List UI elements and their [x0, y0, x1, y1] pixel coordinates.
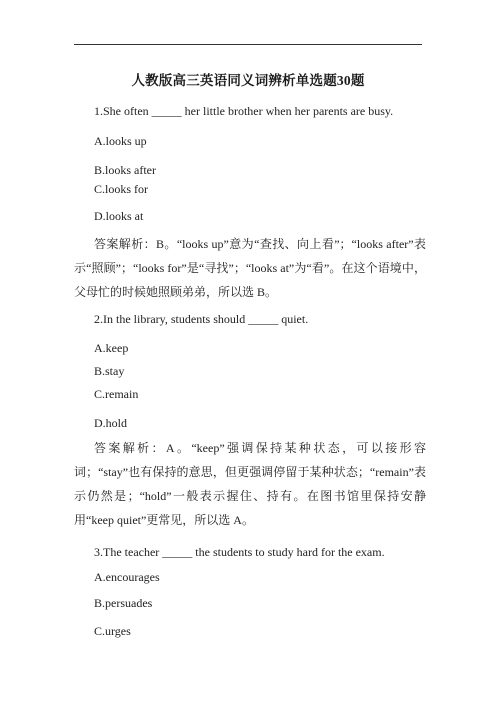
question-1-explanation: 答案解析：B。“looks up”意为“查找、向上看”；“looks after”表示“照顾”；“looks for”是“寻找”；“looks at”为“看”。在这个语境中，父母忙的时候她照顾弟弟，所以选 B。: [74, 237, 426, 299]
question-2-stem: 2.In the library, students should _____ quiet.: [94, 312, 309, 326]
question-1-option-d: D.looks at: [94, 209, 144, 223]
question-1-option-b: B.looks after: [94, 163, 156, 177]
question-2-option-c: C.remain: [94, 387, 139, 401]
question-3-option-a: A.encourages: [94, 570, 160, 584]
document-title: 人教版高三英语同义词辨析单选题30题: [131, 73, 365, 88]
question-3-option-b: B.persuades: [94, 596, 153, 610]
question-2-option-a: A.keep: [94, 341, 129, 355]
question-1-option-a: A.looks up: [94, 134, 147, 148]
question-1-stem: 1.She often _____ her little brother when her parents are busy.: [94, 104, 394, 118]
question-2-explanation: 答案解析：A。“keep”强调保持某种状态，可以接形容词；“stay”也有保持的意思，但更强调停留于某种状态；“remain”表示仍然是；“hold”一般表示握住、持有。在图书馆里保持安静用“keep quiet”更常见，所以选 A。: [74, 441, 426, 527]
question-2-option-b: B.stay: [94, 364, 125, 378]
question-2-option-d: D.hold: [94, 416, 127, 430]
top-rule: [74, 44, 422, 45]
question-3-stem: 3.The teacher _____ the students to study hard for the exam.: [94, 545, 385, 559]
question-3-option-c: C.urges: [94, 624, 131, 638]
question-1-option-c: C.looks for: [94, 182, 148, 196]
